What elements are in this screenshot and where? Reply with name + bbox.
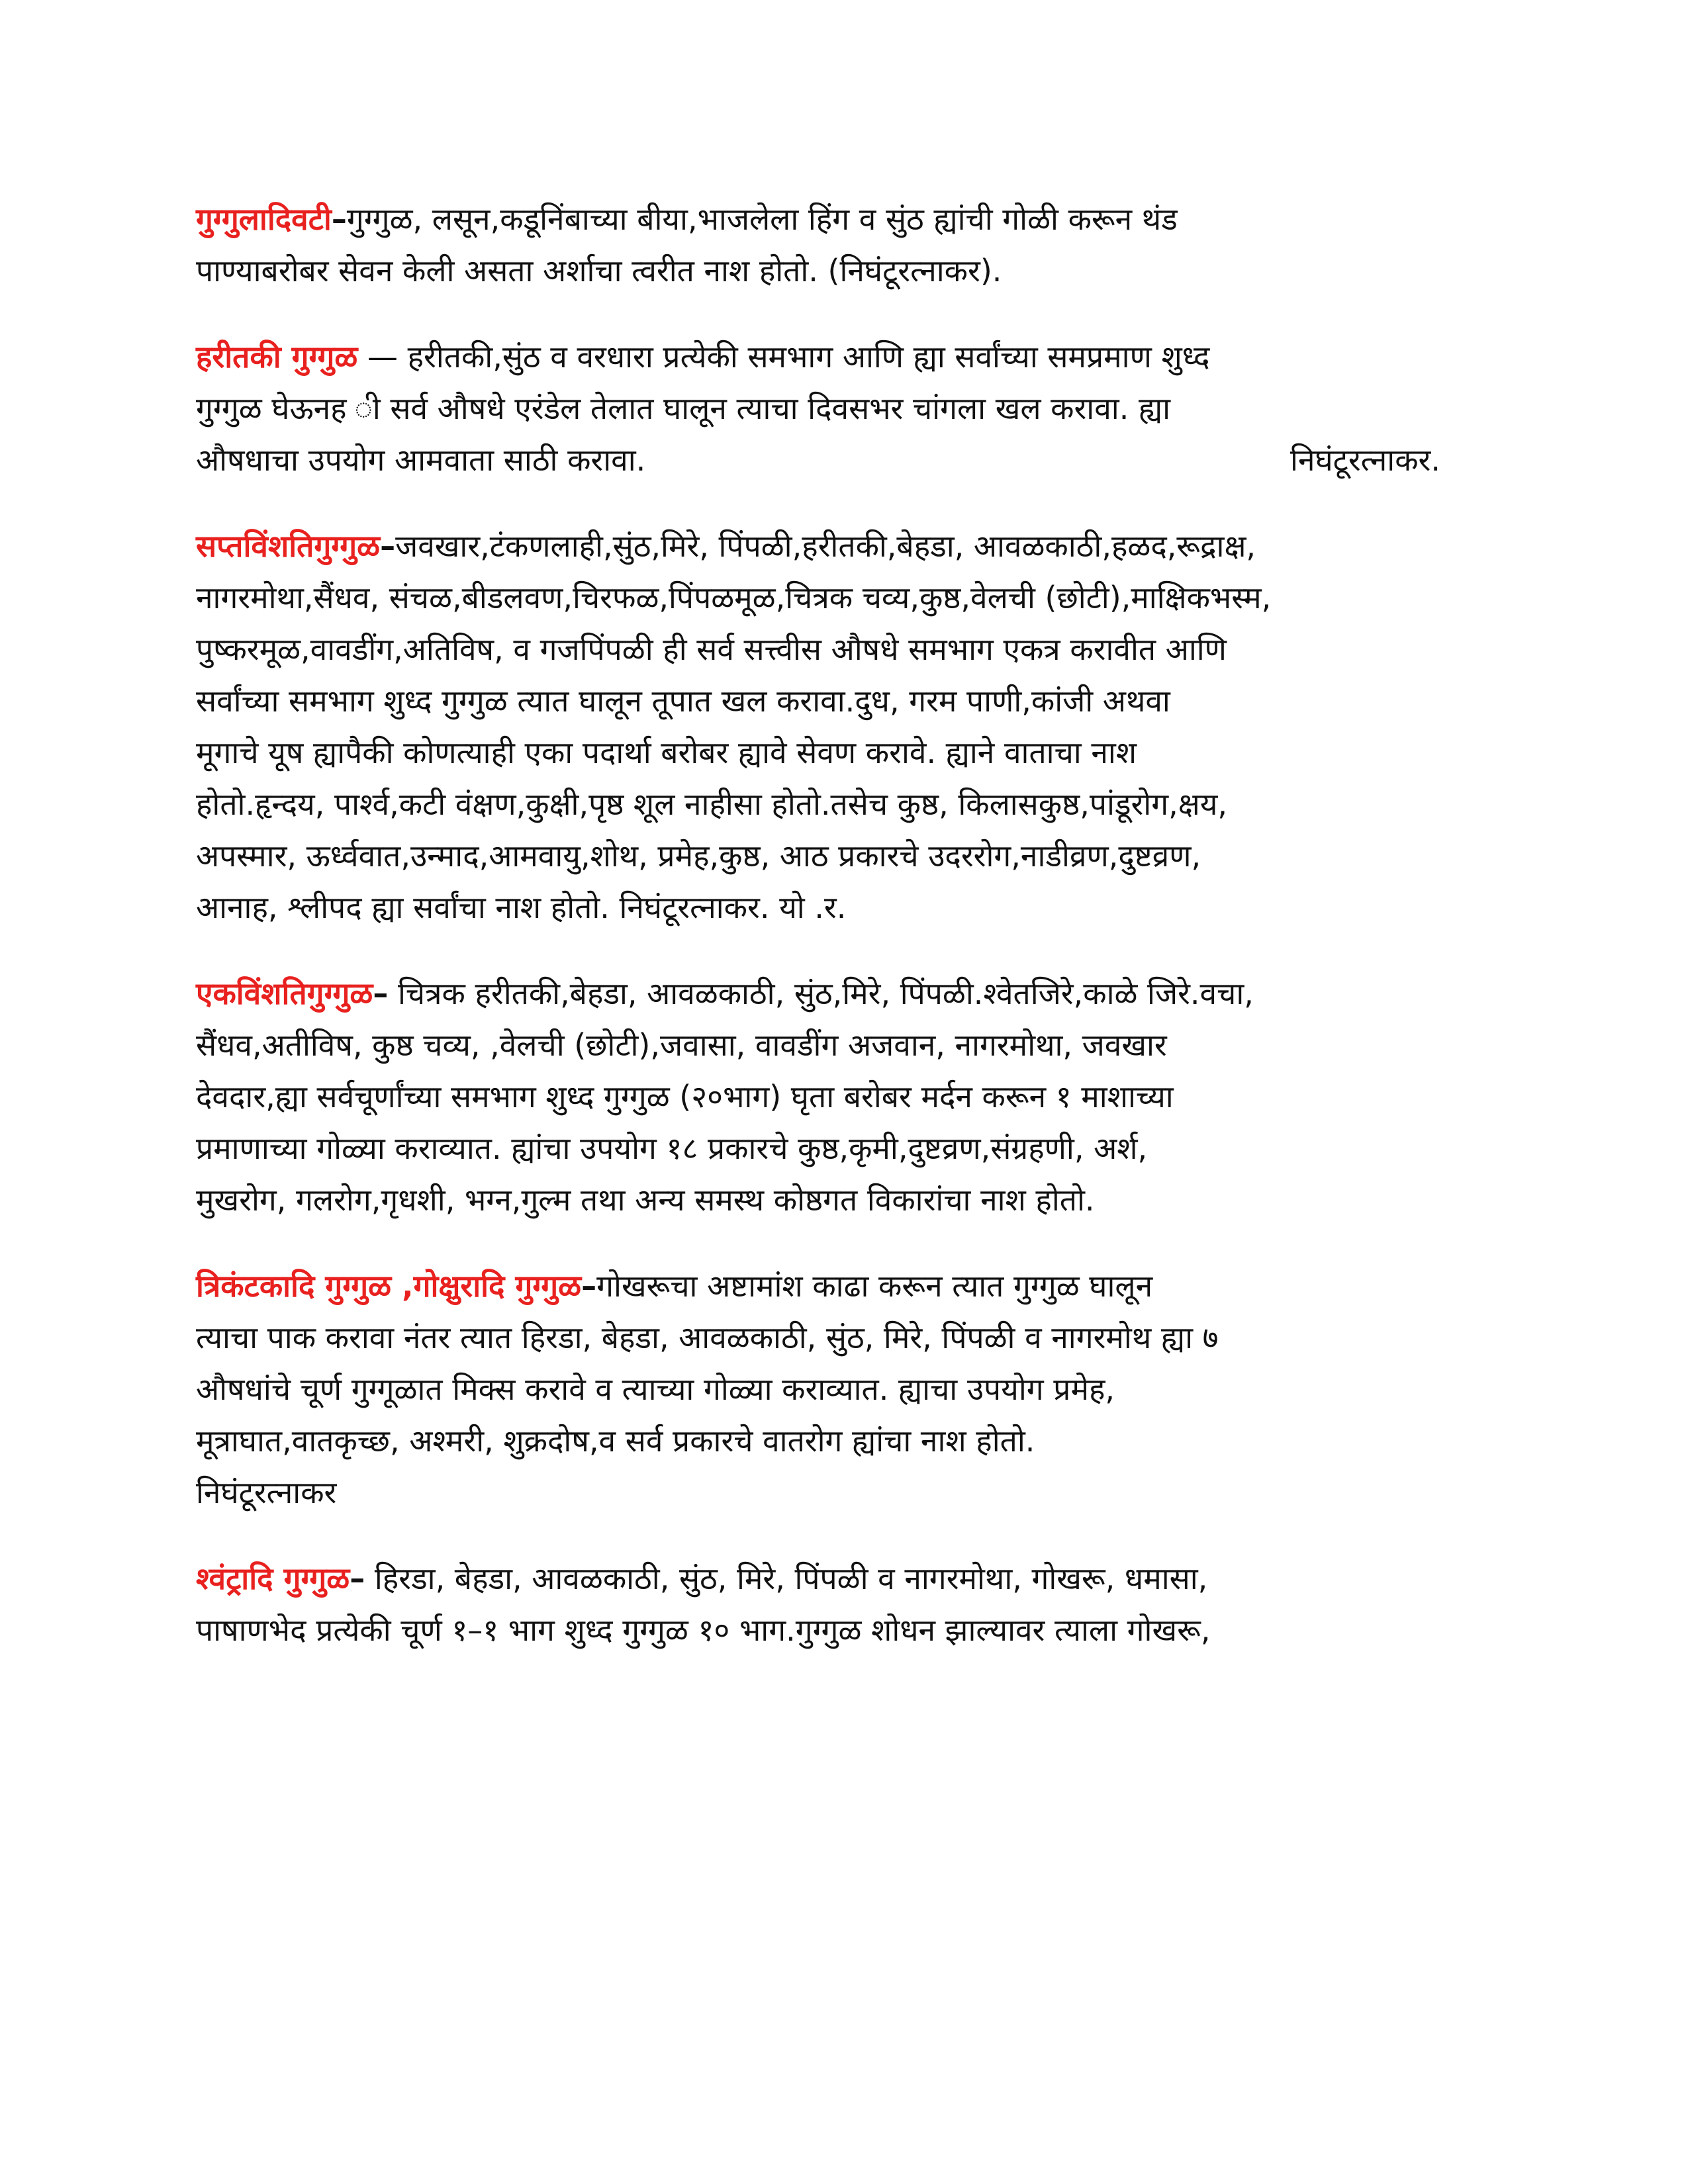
- section-line: [196, 1260, 1493, 1312]
- section-line: त्याचा पाक करावा नंतर त्यात हिरडा, बेहडा, आवळकाठी, सुंठ, मिरे, पिंपळी व नागरमोथ ह्या ७: [196, 1320, 1219, 1355]
- section-line: आनाह, श्लीपद ह्या सर्वांचा नाश होतो. निघंटूरत्नाकर. यो .र.: [196, 889, 847, 925]
- source-citation: निघंटूरत्नाकर.: [1290, 442, 1440, 478]
- section-ekavimshati-guggul: [196, 968, 1493, 1226]
- section-heading: श्वंट्रादि गुग्गुळ: [196, 1561, 350, 1596]
- section-line: नागरमोथा,सैंधव, संचळ,बीडलवण,चिरफळ,पिंपळमूळ,चित्रक चव्य,कुष्ठ,वेलची (छोटी),माक्षिकभस्म,: [196, 580, 1272, 615]
- section-heading: त्रिकंटकादि गुग्गुळ ,गोक्षुरादि गुग्गुळ: [196, 1268, 582, 1304]
- section-line: पाण्याबरोबर सेवन केली असता अर्शाचा त्वरीत नाश होतो. (निघंटूरत्नाकर).: [196, 253, 1002, 289]
- section-line: सैंधव,अतीविष, कुष्ठ चव्य, ,वेलची (छोटी),जवासा, वावडींग अजवान, नागरमोथा, जवखार: [196, 1027, 1167, 1063]
- section-line: प्रमाणाच्या गोळ्या कराव्यात. ह्यांचा उपयोग १८ प्रकारचे कुष्ठ,कृमी,दुष्टव्रण,संग्रहणी, अर्श,: [196, 1130, 1148, 1166]
- heading-separator: —: [367, 339, 398, 375]
- section-line: [196, 331, 1493, 383]
- section-line: होतो.हृन्दय, पार्श्व,कटी वंक्षण,कुक्षी,पृष्ठ शूल नाहीसा होतो.तसेच कुष्ठ, किलासकुष्ठ,पांडूरोग,क्षय,: [196, 786, 1228, 822]
- section-line: सर्वांच्या समभाग शुध्द गुग्गुळ त्यात घालून तूपात खल करावा.दुध, गरम पाणी,कांजी अथवा: [196, 683, 1170, 719]
- section-line: मूगाचे यूष ह्यापैकी कोणत्याही एका पदार्था बरोबर ह्यावे सेवण करावे. ह्याने वाताचा नाश: [196, 735, 1137, 770]
- section-text: गोखरूचा अष्टामांश काढा करून त्यात गुग्गुळ घालून: [596, 1268, 1153, 1304]
- section-shvantradi-guggul: [196, 1553, 1493, 1656]
- section-line: गुग्गुळ घेऊनह ी सर्व औषधे एरंडेल तेलात घालून त्याचा दिवसभर चांगला खल करावा. ह्या: [196, 390, 1171, 426]
- section-text: औषधाचा उपयोग आमवाता साठी करावा.: [196, 442, 646, 478]
- section-guggulaadivati: [196, 193, 1493, 296]
- heading-separator: –: [581, 1268, 597, 1304]
- section-line: [196, 520, 1493, 572]
- section-heading: सप्तविंशतिगुग्गुळ: [196, 528, 381, 564]
- document-body: [196, 193, 1493, 1690]
- section-heading: गुग्गुलादिवटी: [196, 201, 332, 237]
- section-line: मूत्राघात,वातकृच्छ, अश्मरी, शुक्रदोष,व सर्व प्रकारचे वातरोग ह्यांचा नाश होतो.: [196, 1423, 1035, 1459]
- heading-separator: –: [380, 528, 396, 564]
- section-text: गुग्गुळ, लसून,कडूनिंबाच्या बीया,भाजलेला हिंग व सुंठ ह्यांची गोळी करून थंड: [346, 201, 1178, 237]
- section-line: [196, 968, 1493, 1019]
- section-saptavimshati-guggul: [196, 520, 1493, 933]
- section-trikantakadi-guggul: [196, 1260, 1493, 1518]
- section-line: अपस्मार, ऊर्ध्ववात,उन्माद,आमवायु,शोथ, प्रमेह,कुष्ठ, आठ प्रकारचे उदररोग,नाडीव्रण,दुष्टव्रण,: [196, 838, 1201, 874]
- section-line: [196, 1553, 1493, 1604]
- source-citation: निघंटूरत्नाकर: [196, 1475, 337, 1510]
- section-text: हरीतकी,सुंठ व वरधारा प्रत्येकी समभाग आणि ह्या सर्वांच्या समप्रमाण शुध्द: [407, 339, 1210, 375]
- section-line: पाषाणभेद प्रत्येकी चूर्ण १–१ भाग शुध्द गुग्गुळ १० भाग.गुग्गुळ शोधन झाल्यावर त्याला गोखरू,: [196, 1612, 1211, 1648]
- section-line: मुखरोग, गलरोग,गृधशी, भग्न,गुल्म तथा अन्य समस्थ कोष्ठगत विकारांचा नाश होतो.: [196, 1182, 1095, 1218]
- heading-separator: –: [350, 1561, 365, 1596]
- heading-separator: –: [331, 201, 347, 237]
- section-heading: एकविंशतिगुग्गुळ: [196, 976, 373, 1011]
- section-text: हिरडा, बेहडा, आवळकाठी, सुंठ, मिरे, पिंपळी व नागरमोथा, गोखरू, धमासा,: [365, 1561, 1208, 1596]
- section-line: [196, 193, 1493, 245]
- section-line: औषधांचे चूर्ण गुग्गूळात मिक्स करावे व त्याच्या गोळ्या कराव्यात. ह्याचा उपयोग प्रमेह,: [196, 1371, 1115, 1407]
- section-line: पुष्करमूळ,वावडींग,अतिविष, व गजपिंपळी ही सर्व सत्त्वीस औषधे समभाग एकत्र करावीत आणि: [196, 631, 1227, 667]
- section-line: [196, 434, 1440, 486]
- section-text: जवखार,टंकणलाही,सुंठ,मिरे, पिंपळी,हरीतकी,बेहडा, आवळकाठी,हळद,रूद्राक्ष,: [395, 528, 1256, 564]
- section-line: देवदार,ह्या सर्वचूर्णांच्या समभाग शुध्द गुग्गुळ (२०भाग) घृता बरोबर मर्दन करून १ माशाच्या: [196, 1079, 1174, 1115]
- section-text: चित्रक हरीतकी,बेहडा, आवळकाठी, सुंठ,मिरे, पिंपळी.श्वेतजिरे,काळे जिरे.वचा,: [388, 976, 1254, 1011]
- heading-separator: –: [373, 976, 389, 1011]
- section-haritaki-guggul: [196, 331, 1493, 486]
- section-heading: हरीतकी गुग्गुळ: [196, 339, 358, 375]
